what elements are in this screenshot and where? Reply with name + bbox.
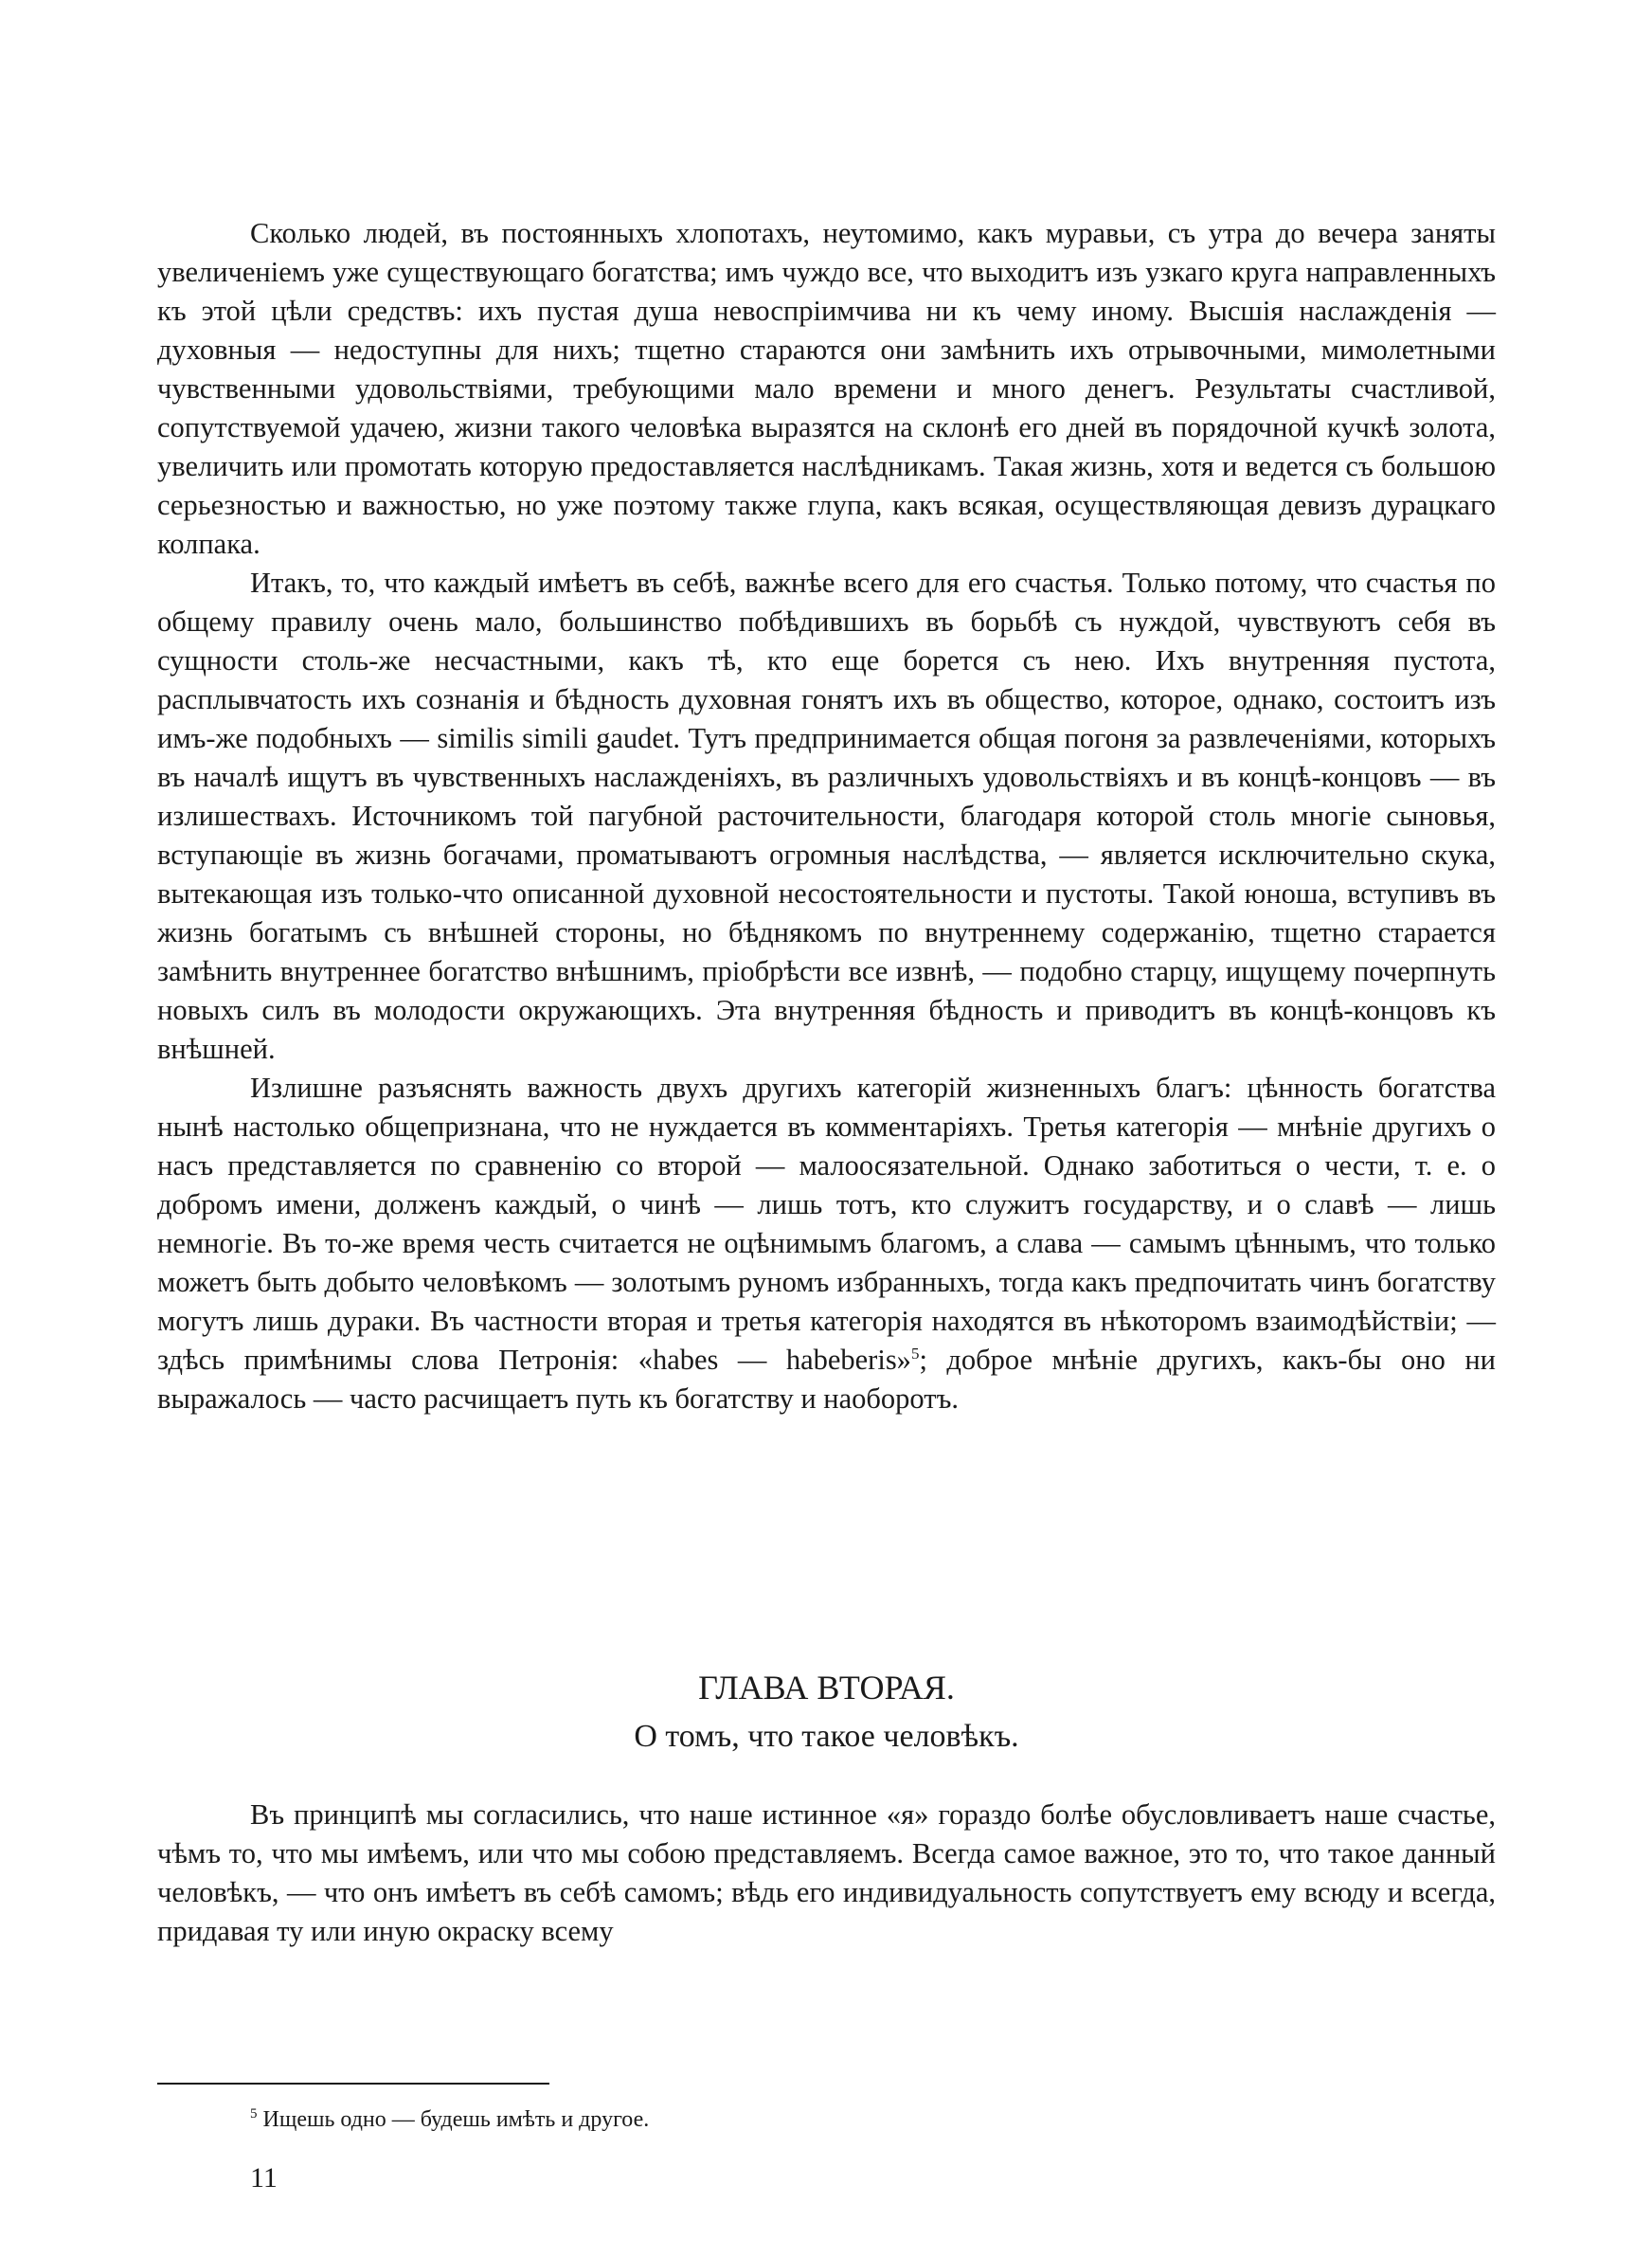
paragraph-wealth: Сколько людей, въ постоянныхъ хлопотахъ, неутомимо, какъ муравьи, съ утра до вечера заняты увеличеніемъ уже существующаго богатства; имъ чуждо все, что выходитъ изъ узкаго круга направленныхъ къ этой цѣли средствъ: ихъ пустая душа невоспріимчива ни къ чему иному. Высшія наслажденія — духовныя — недоступны для нихъ; тщетно стараются они замѣнить ихъ отрывочными, мимолетными чувственными удовольствіями, требующими мало времени и много денегъ. Результаты счастливой, сопутствуемой удачею, жизни такого человѣка выразятся на склонѣ его дней въ порядочной кучкѣ золота, увеличить или промотать которую предоставляется наслѣдникамъ. Такая жизнь, хотя и ведется съ большою серьезностью и важностью, но уже поэтому также глупа, какъ всякая, осуществляющая девизъ дурацкаго колпака. bbox=[157, 217, 1496, 560]
footnote-number: 5 bbox=[250, 2106, 258, 2122]
paragraph-inner-emptiness: Итакъ, то, что каждый имѣетъ въ себѣ, важнѣе всего для его счастья. Только потому, что счастья по общему правилу очень мало, большинство побѣдившихъ въ борьбѣ съ нуждой, чувствуютъ себя въ сущности столь-же несчастными, какъ тѣ, кто еще борется съ нею. Ихъ внутренняя пустота, расплывчатость ихъ сознанія и бѣдность духовная гонятъ ихъ въ общество, которое, однако, состоитъ изъ имъ-же подобныхъ — similis simili gaudet. Тутъ предпринимается общая погоня за развлеченіями, которыхъ въ началѣ ищутъ въ чувственныхъ наслажденіяхъ, въ различныхъ удовольствіяхъ и въ концѣ-концовъ — въ излишествахъ. Источникомъ той пагубной расточительности, благодаря которой столь многіе сыновья, вступающіе въ жизнь богачами, проматываютъ огромныя наслѣдства, — является исключительно скука, вытекающая изъ только-что описанной духовной несостоятельности и пустоты. Такой юноша, вступивъ въ жизнь богатымъ съ внѣшней стороны, но бѣднякомъ по внутреннему содержанію, тщетно старается замѣнить внутреннее богатство внѣшнимъ, пріобрѣсти все извнѣ, — подобно старцу, ищущему почерпнуть новыхъ силъ въ молодости окружающихъ. Эта внутренняя бѣдность и приводитъ въ концѣ-концовъ къ внѣшней. bbox=[157, 567, 1496, 1065]
footnote-reference[interactable]: 5 bbox=[910, 1344, 920, 1363]
footnote-divider bbox=[157, 2083, 549, 2085]
chapter-title: ГЛАВА ВТОРАЯ. bbox=[698, 1669, 955, 1706]
chapter-subtitle: О томъ, что такое человѣкъ. bbox=[634, 1719, 1019, 1754]
body-text-upper bbox=[157, 214, 1496, 1418]
paragraph-chapter-opening: Въ принципѣ мы согласились, что наше истинное «я» гораздо болѣе обусловливаетъ наше счастье, чѣмъ то, что мы имѣемъ, или что мы собою представляемъ. Всегда самое важное, это то, что такое данный человѣкъ, — что онъ имѣетъ въ себѣ самомъ; вѣдь его индивидуальность сопутствуетъ ему всюду и всегда, придавая ту или иную окраску всему bbox=[157, 1798, 1496, 1947]
footnote-text: Ищешь одно — будешь имѣть и другое. bbox=[262, 2107, 650, 2132]
body-text-lower bbox=[157, 1796, 1496, 1951]
paragraph-honor-text-before-note: Излишне разъяснять важность двухъ другихъ категорій жизненныхъ благъ: цѣнность богатства нынѣ настолько общепризнана, что не нуждается въ комментаріяхъ. Третья категорія — мнѣніе другихъ о насъ представляется по сравненію со второй — малоосязательной. Однако заботиться о чести, т. е. о добромъ имени, долженъ каждый, о чинѣ — лишь тотъ, кто служитъ государству, и о славѣ — лишь немногіе. Въ то-же время честь считается не оцѣнимымъ благомъ, а слава — самымъ цѣннымъ, что только можетъ быть добыто человѣкомъ — золотымъ руномъ избранныхъ, тогда какъ предпочитать чинъ богатству могутъ лишь дураки. Въ частности вторая и третья категорія находятся въ нѣкоторомъ взаимодѣйствіи; — здѣсь примѣнимы слова Петронія: «habes — habeberis» bbox=[157, 1072, 1496, 1376]
paragraph-honor-text-after-note: ; доброе мнѣніе другихъ, какъ-бы оно ни выражалось — часто расчищаетъ путь къ богатству и наоборотъ. bbox=[157, 1344, 1496, 1415]
footnote bbox=[250, 2104, 649, 2135]
page-number: 11 bbox=[250, 2162, 278, 2194]
chapter-heading bbox=[157, 1663, 1496, 1761]
paragraph-honor-and-fame bbox=[157, 1069, 1496, 1418]
